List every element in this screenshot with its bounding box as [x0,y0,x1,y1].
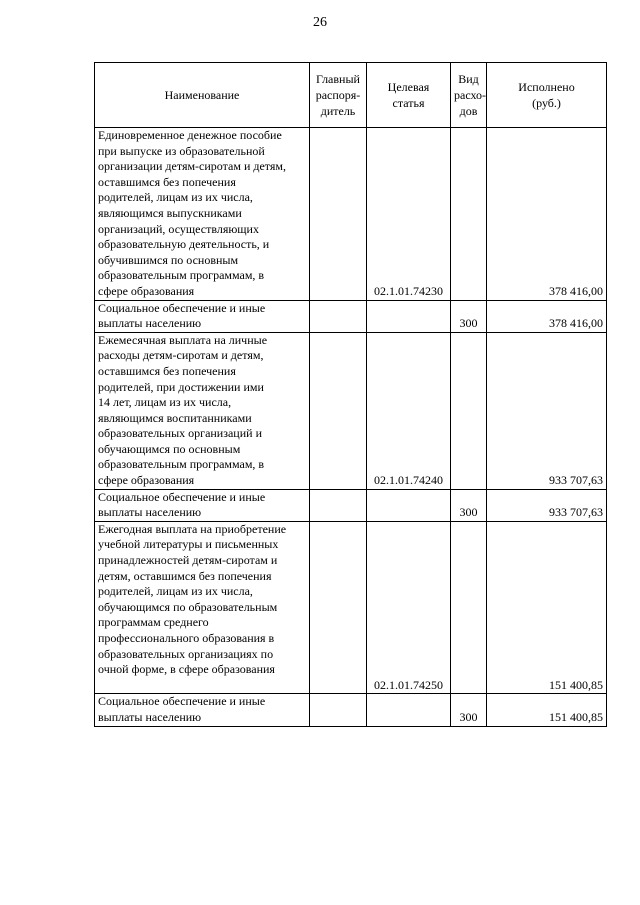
row-target-cell [367,489,451,521]
row-name-line: оставшимся без попечения [98,174,236,189]
row-name-line: родителей, лицам из их числа, [98,190,253,205]
row-name-line: организаций, осуществляющих [98,221,259,236]
row-name-cell [95,521,310,694]
row-amount-cell: 151 400,85 [487,694,607,726]
row-name-cell [95,300,310,332]
row-name-line: образовательных организациях по [98,646,274,661]
row-target-cell: 02.1.01.74250 [367,521,451,694]
table-row [95,332,607,489]
table-row [95,521,607,694]
row-name-cell [95,694,310,726]
header-admin: Главный распоря- дитель [310,63,367,128]
table-row [95,694,607,726]
row-amount-cell: 933 707,63 [487,332,607,489]
row-name-line: выплаты населению [98,316,202,331]
row-name-line: обучившимся по основным [98,252,239,267]
row-target-cell: 02.1.01.74230 [367,128,451,301]
header-name: Наименование [95,63,310,128]
row-name-line: выплаты населению [98,709,202,724]
row-target-cell [367,694,451,726]
row-amount-cell: 151 400,85 [487,521,607,694]
row-name-line: родителей, при достижении ими [98,379,264,394]
row-type-cell: 300 [451,694,487,726]
row-admin-cell [310,521,367,694]
header-amount: Исполнено (руб.) [487,63,607,128]
row-name-line: обучающимся по основным [98,441,241,456]
row-name-line: Социальное обеспечение и иные [98,300,266,315]
row-name-line: учебной литературы и письменных [98,537,279,552]
row-name-cell [95,332,310,489]
row-admin-cell [310,128,367,301]
row-name-line: оставшимся без попечения [98,363,236,378]
row-admin-cell [310,332,367,489]
row-name-line: сфере образования [98,283,195,298]
row-name-line: Социальное обеспечение и иные [98,694,266,709]
table-header-row [95,63,607,128]
table-row [95,128,607,301]
row-amount-cell: 378 416,00 [487,128,607,301]
row-name-line: Ежемесячная выплата на личные [98,332,268,347]
row-type-cell: 300 [451,300,487,332]
row-name-line [98,678,306,694]
row-target-cell: 02.1.01.74240 [367,332,451,489]
table-body [95,128,607,727]
row-target-cell [367,300,451,332]
header-target: Целевая статья [367,63,451,128]
row-name-line: Единовременное денежное пособие [98,128,282,142]
row-amount-cell: 933 707,63 [487,489,607,521]
header-type: Вид расхо- дов [451,63,487,128]
row-name-line: детям, оставшимся без попечения [98,568,272,583]
row-name-line: родителей, лицам из их числа, [98,584,253,599]
row-name-line: образовательным программам, в [98,457,265,472]
row-name-cell [95,128,310,301]
row-type-cell [451,332,487,489]
row-name-line: сфере образования [98,473,195,488]
row-name-line: являющимся выпускниками [98,205,242,220]
row-name-line: образовательным программам, в [98,268,265,283]
row-name-line: принадлежностей детям-сиротам и [98,553,278,568]
expenditure-table [94,62,607,727]
table-row [95,300,607,332]
row-name-line: при выпуске из образовательной [98,143,265,158]
row-name-line: организации детям-сиротам и детям, [98,159,287,174]
table-row [95,489,607,521]
row-type-cell [451,128,487,301]
row-type-cell [451,521,487,694]
row-name-line: очной форме, в сфере образования [98,662,275,677]
row-name-cell [95,489,310,521]
row-admin-cell [310,300,367,332]
row-amount-cell: 378 416,00 [487,300,607,332]
row-name-line: профессионального образования в [98,631,275,645]
row-admin-cell [310,694,367,726]
row-name-line: Ежегодная выплата на приобретение [98,521,287,536]
row-name-line: обучающимся по образовательным [98,599,278,614]
row-name-line: выплаты населению [98,505,202,520]
row-type-cell: 300 [451,489,487,521]
page-number: 26 [313,15,327,30]
row-name-line: образовательных организаций и [98,426,262,441]
row-name-line: являющимся воспитанниками [98,410,252,425]
row-name-line: программам среднего [98,615,209,630]
row-name-line: расходы детям-сиротам и детям, [98,348,264,363]
row-admin-cell [310,489,367,521]
row-name-line: 14 лет, лицам из их числа, [98,395,232,410]
row-name-line: образовательную деятельность, и [98,237,270,252]
row-name-line: Социальное обеспечение и иные [98,489,266,504]
